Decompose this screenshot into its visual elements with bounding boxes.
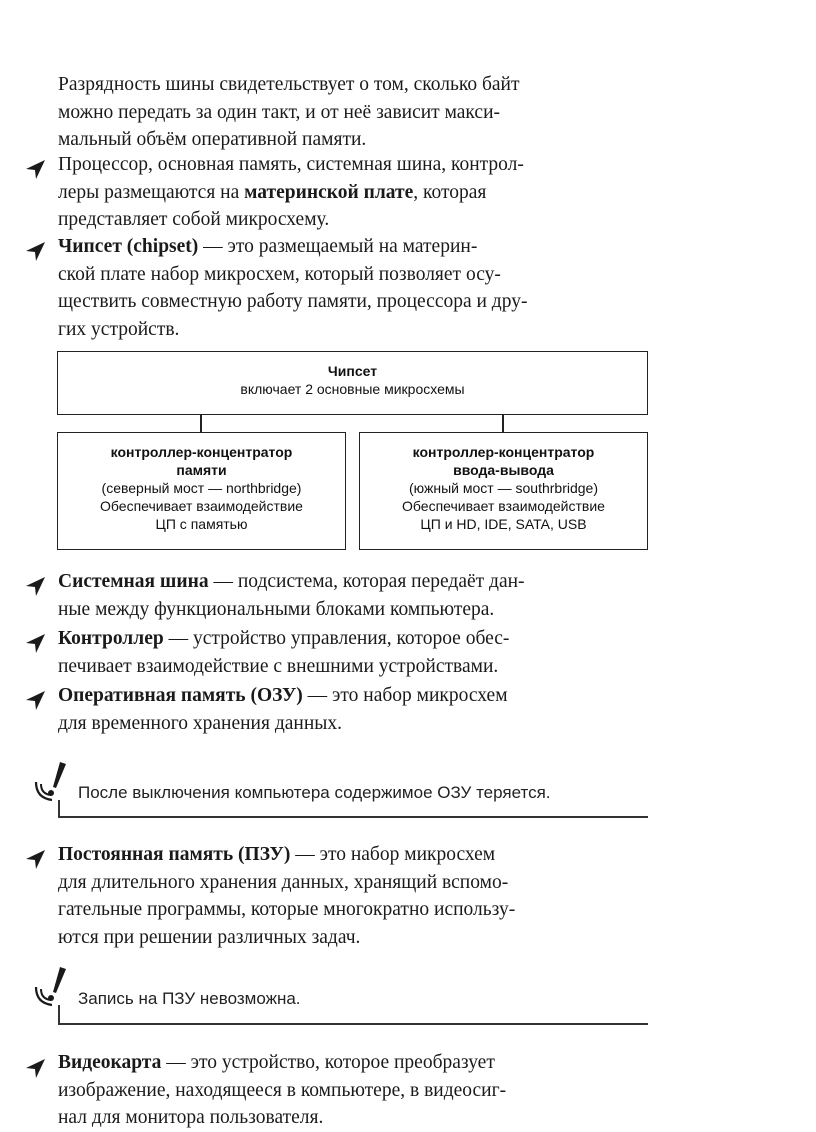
northbridge-line-2: Обеспечивает взаимодействие xyxy=(100,498,303,514)
northbridge-title-2: памяти xyxy=(176,462,227,478)
videocard-line-2: изображение, находящееся в компьютере, в видеосиг- xyxy=(58,1079,507,1101)
processor-line-1: Процессор, основная память, системная шина, контрол- xyxy=(58,154,524,175)
rom-line-1: Постоянная память (ПЗУ) — это набор микросхем xyxy=(58,844,496,865)
intro-line-2: можно передать за один такт, и от неё зависит макси- xyxy=(58,101,501,123)
videocard-line-1: Видеокарта — это устройство, которое преобразует xyxy=(58,1052,495,1073)
chipset-line-2: ской плате набор микросхем, который позволяет осу- xyxy=(58,263,501,285)
attention-note-icon xyxy=(30,965,74,1009)
arrow-bullet-icon xyxy=(24,689,46,711)
northbridge-title-1: контроллер-концентратор xyxy=(110,444,293,460)
controller-term: Контроллер xyxy=(58,628,164,649)
chipset-line-4: гих устройств. xyxy=(58,318,180,340)
note-rule xyxy=(58,816,648,818)
rom-line-4: ются при решении различных задач. xyxy=(58,926,361,948)
note-rule xyxy=(58,1005,60,1025)
diagram-chipset-box xyxy=(57,351,648,415)
southbridge-line-3: ЦП и HD, IDE, SATA, USB xyxy=(420,516,587,532)
rom-term: Постоянная память (ПЗУ) xyxy=(58,844,291,865)
system-bus-line-1: Системная шина — подсистема, которая передаёт дан- xyxy=(58,571,525,592)
southbridge-line-1: (южный мост — southrbridge) xyxy=(409,480,598,496)
processor-paragraph xyxy=(58,151,648,234)
chipset-term: Чипсет (chipset) xyxy=(58,236,199,257)
ram-line-2: для временного хранения данных. xyxy=(58,712,342,734)
diagram-southbridge-box xyxy=(359,432,648,550)
system-bus-paragraph xyxy=(58,568,648,623)
arrow-bullet-icon xyxy=(24,240,46,262)
processor-line-3: представляет собой микросхему. xyxy=(58,209,330,230)
chipset-line-3: ществить совместную работу памяти, процессора и дру- xyxy=(58,291,528,312)
ram-paragraph xyxy=(58,682,648,737)
southbridge-title-1: контроллер-концентратор xyxy=(412,444,595,460)
arrow-bullet-icon xyxy=(24,1057,46,1079)
system-bus-line-2: ные между функциональными блоками компьютера. xyxy=(58,598,495,620)
arrow-bullet-icon xyxy=(24,848,46,870)
rom-line-3: гательные программы, которые многократно использу- xyxy=(58,899,516,920)
chipset-paragraph xyxy=(58,233,648,343)
motherboard-term: материнской плате xyxy=(244,181,414,203)
chipset-line-1: Чипсет (chipset) — это размещаемый на материн- xyxy=(58,236,478,257)
southbridge-title-2: ввода-вывода xyxy=(453,462,554,478)
videocard-paragraph xyxy=(58,1049,648,1132)
intro-line-3: мальный объём оперативной памяти. xyxy=(58,129,367,150)
controller-paragraph xyxy=(58,625,648,680)
arrow-bullet-icon xyxy=(24,575,46,597)
arrow-bullet-icon xyxy=(24,158,46,180)
videocard-term: Видеокарта xyxy=(58,1052,162,1073)
diagram-connector xyxy=(200,415,202,433)
diagram-chipset-subtitle: включает 2 основные микросхемы xyxy=(240,381,465,397)
processor-line-2: леры размещаются на материнской плате, которая xyxy=(58,181,487,203)
rom-note-text: Запись на ПЗУ невозможна. xyxy=(78,989,301,1008)
ram-term: Оперативная память (ОЗУ) xyxy=(58,685,303,706)
ram-line-1: Оперативная память (ОЗУ) — это набор микросхем xyxy=(58,685,508,706)
controller-line-1: Контроллер — устройство управления, которое обес- xyxy=(58,628,510,649)
note-rule xyxy=(58,1023,648,1025)
southbridge-line-2: Обеспечивает взаимодействие xyxy=(402,498,605,514)
system-bus-term: Системная шина xyxy=(58,571,209,592)
rom-line-2: для длительного хранения данных, хранящий вспомо- xyxy=(58,871,509,893)
intro-paragraph xyxy=(58,71,648,154)
diagram-northbridge-box xyxy=(57,432,346,550)
diagram-chipset-title: Чипсет xyxy=(327,363,378,379)
diagram-connector xyxy=(502,415,504,433)
videocard-line-3: нал для монитора пользователя. xyxy=(58,1107,324,1128)
northbridge-line-1: (северный мост — northbridge) xyxy=(101,480,302,496)
ram-note-text: После выключения компьютера содержимое ОЗУ теряется. xyxy=(78,783,551,802)
attention-note-icon xyxy=(30,760,74,804)
arrow-bullet-icon xyxy=(24,632,46,654)
intro-line-1: Разрядность шины свидетельствует о том, сколько байт xyxy=(58,74,520,95)
controller-line-2: печивает взаимодействие с внешними устройствами. xyxy=(58,655,499,677)
northbridge-line-3: ЦП с памятью xyxy=(155,516,248,532)
rom-paragraph xyxy=(58,841,648,951)
